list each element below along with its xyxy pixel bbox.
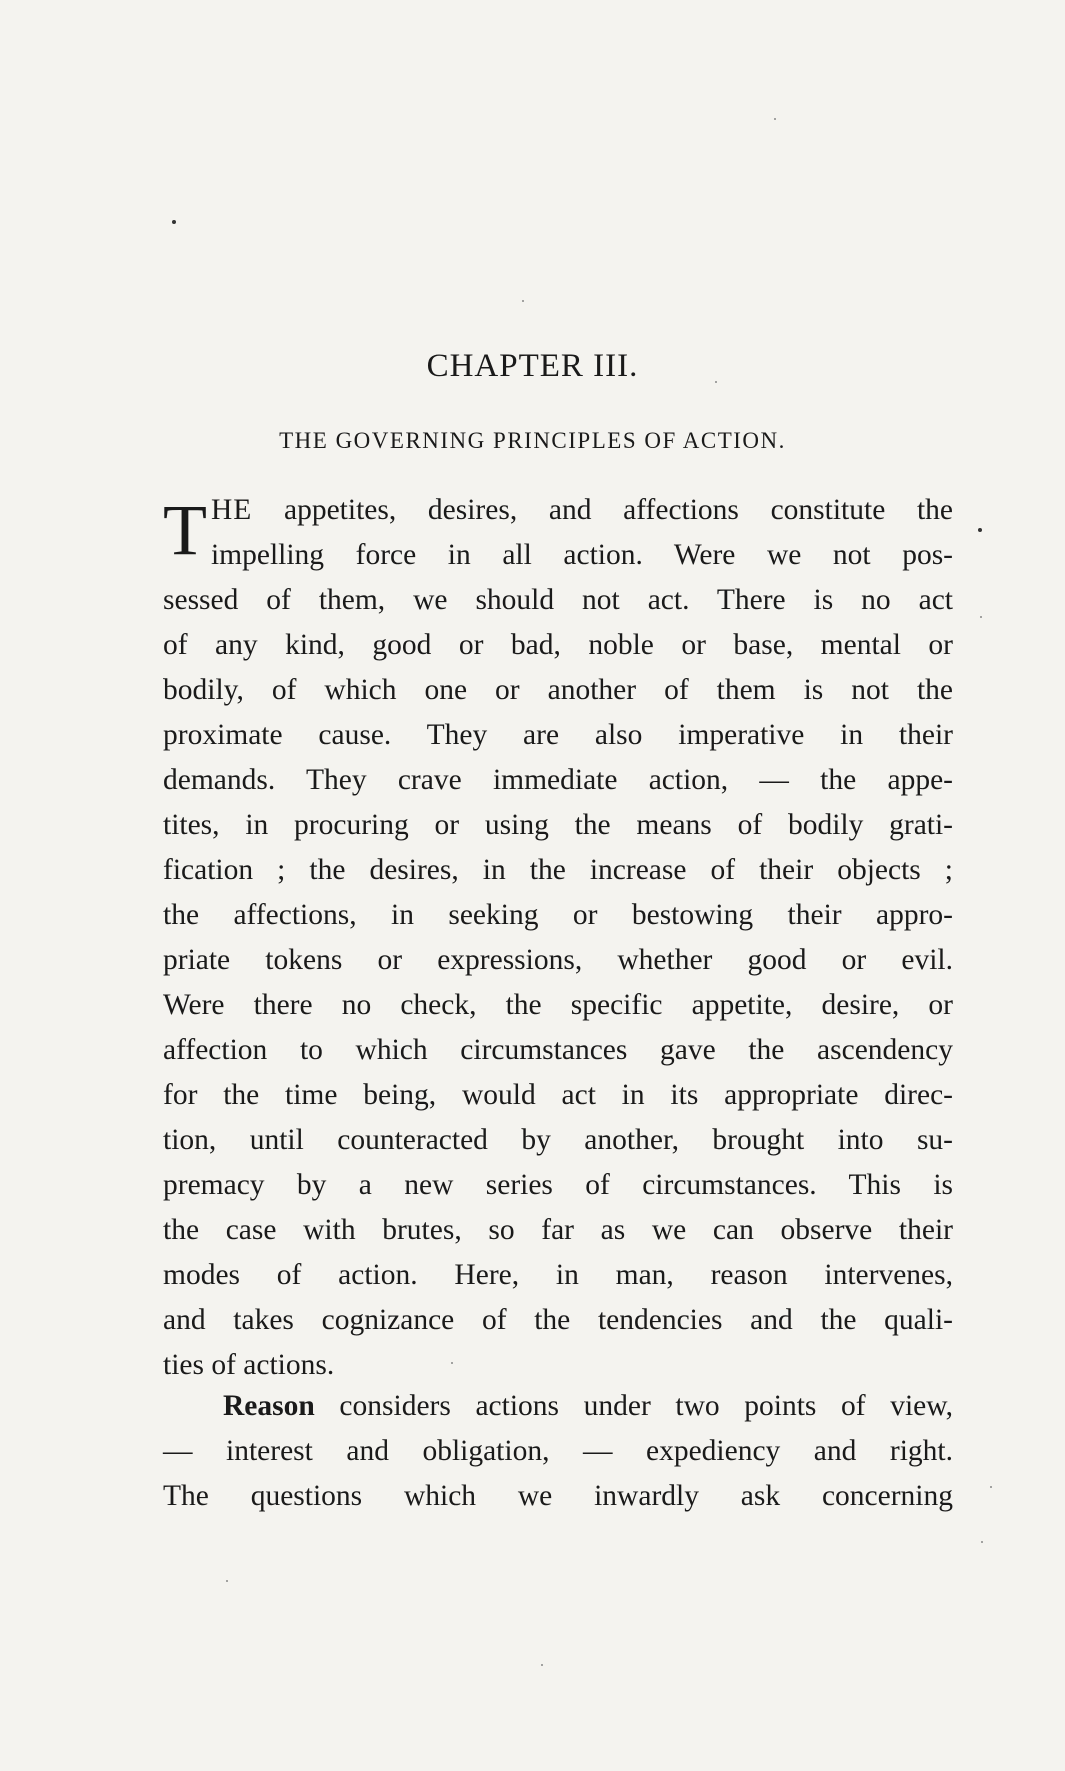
text-line: sessed of them, we should not act. There is no act: [163, 584, 953, 616]
scan-speck: [980, 616, 982, 618]
text-line: proximate cause. They are also imperative in their: [163, 719, 953, 751]
scan-speck: [978, 528, 982, 532]
text-line: demands. They crave immediate action, — the appe-: [163, 764, 953, 796]
scan-speck: [226, 1580, 228, 1582]
text-line: and takes cognizance of the tendencies and the quali-: [163, 1304, 953, 1336]
scan-speck: [522, 300, 524, 302]
text-line: ties of actions.: [163, 1349, 335, 1381]
text-line: of any kind, good or bad, noble or base, mental or: [163, 629, 953, 661]
first-word-caps: HE: [210, 494, 253, 526]
chapter-title: THE GOVERNING PRINCIPLES OF ACTION.: [279, 428, 786, 453]
scan-speck: [981, 1541, 983, 1543]
scan-speck: [715, 381, 717, 383]
text-line: premacy by a new series of circumstances. This is: [163, 1169, 953, 1201]
paragraph-1: [163, 488, 953, 1388]
text-line: for the time being, would act in its appropriate direc-: [163, 1079, 953, 1111]
text-line: tites, in procuring or using the means of bodily grati-: [163, 809, 953, 841]
text-line: — interest and obligation, — expediency and right.: [163, 1435, 953, 1467]
first-word: Reason: [223, 1390, 315, 1422]
text-line: impelling force in all action. Were we not pos-: [210, 539, 953, 571]
text-line: tion, until counteracted by another, brought into su-: [163, 1124, 953, 1156]
scan-speck: [774, 118, 776, 120]
text-line: modes of action. Here, in man, reason intervenes,: [163, 1259, 953, 1291]
text-line: Reason considers actions under two points of view,: [223, 1390, 953, 1422]
text-line: HE appetites, desires, and affections constitute the: [210, 494, 954, 526]
text-line: bodily, of which one or another of them is not the: [163, 674, 953, 706]
text-line: fication ; the desires, in the increase of their objects ;: [163, 854, 953, 886]
text-line: the affections, in seeking or bestowing their appro-: [163, 899, 953, 931]
scan-speck: [541, 1664, 543, 1666]
drop-cap: T: [163, 490, 207, 570]
text-line: affection to which circumstances gave the ascendency: [163, 1034, 953, 1066]
text-line: Were there no check, the specific appetite, desire, or: [163, 989, 953, 1021]
paragraph-2: [163, 1384, 953, 1519]
scan-speck: [990, 1486, 992, 1488]
text-line: the case with brutes, so far as we can observe their: [163, 1214, 953, 1246]
chapter-number: CHAPTER III.: [426, 348, 639, 384]
scan-speck: [451, 1362, 453, 1364]
text-line: priate tokens or expressions, whether good or evil.: [163, 944, 953, 976]
scan-speck: [172, 220, 176, 224]
text-line: The questions which we inwardly ask concerning: [163, 1480, 953, 1512]
